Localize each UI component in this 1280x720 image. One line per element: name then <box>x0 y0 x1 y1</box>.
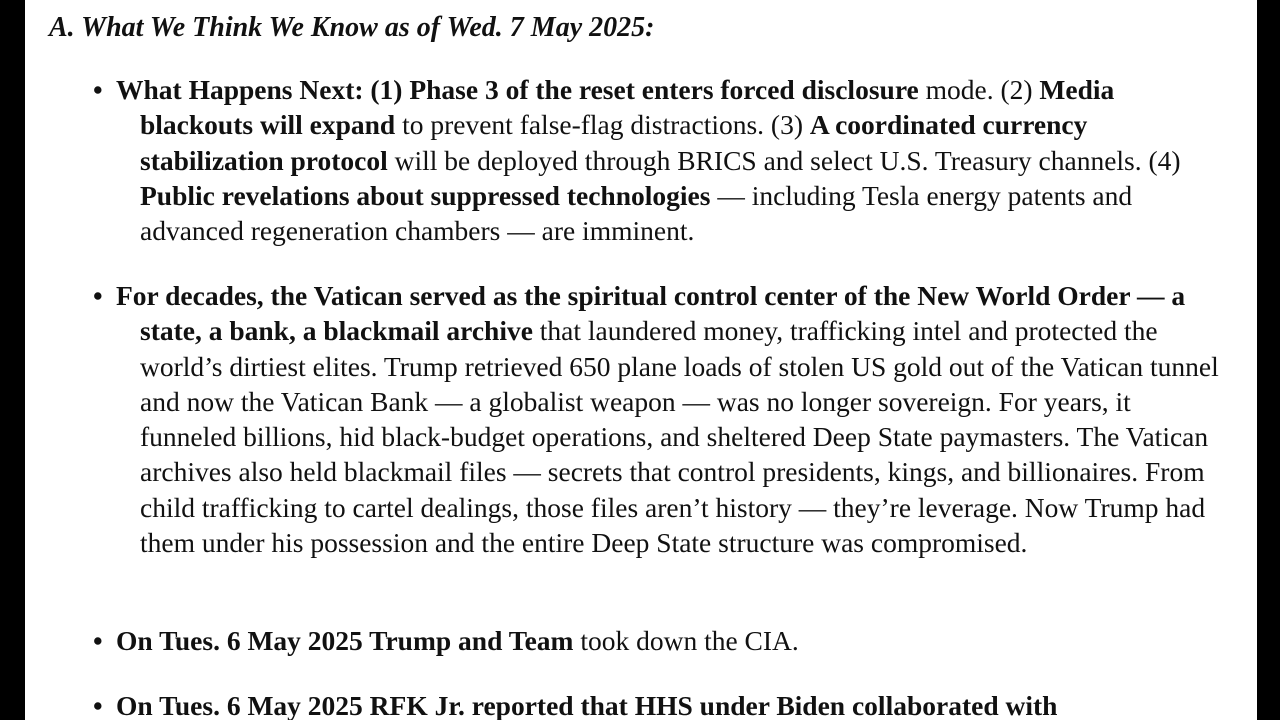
text-segment: For decades, the Vatican served as the spiritual control center of the New World Order — a state, a bank, a blackmail archive <box>116 280 1186 347</box>
text-segment: mode. (2) <box>918 74 1040 105</box>
text-segment: will be deployed through BRICS and select U.S. Treasury channels. (4) <box>387 144 1181 176</box>
bullet-dot: • <box>93 690 103 720</box>
text-segment: to prevent false-flag distractions. (3) <box>395 109 810 141</box>
document-page <box>25 0 1257 720</box>
bullet-text <box>93 72 1228 248</box>
bullet-text <box>93 278 1228 560</box>
bullet-text <box>93 623 1228 658</box>
bullet-item-what-happens-next <box>93 72 1228 248</box>
text-segment: On Tues. 6 May 2025 RFK Jr. reported that HHS under Biden collaborated with <box>116 690 1058 720</box>
section-heading: A. What We Think We Know as of Wed. 7 May 2025: <box>49 12 655 43</box>
text-segment: that laundered money, trafficking intel and protected the world’s dirtiest elites. Trump retrieved 650 plane loads of stolen US gold out of the Vatican tunnel and now the Vatican Bank — a globalist weapon — was no longer sovereign. For years, it funneled billions, hid black-budget operations, and sheltered Deep State paymasters. The Vatican archives also held blackmail files — secrets that control presidents, kings, and billionaires. From child trafficking to cartel dealings, those files aren’t history — they’re leverage. Now Trump had them under his possession and the entire Deep State structure was compromised. <box>140 315 1219 559</box>
bullet-dot: • <box>93 280 103 311</box>
bullet-dot: • <box>93 625 103 656</box>
text-segment: Public revelations about suppressed technologies <box>140 179 711 211</box>
text-segment: — including Tesla energy patents and advanced regeneration chambers — are imminent. <box>140 179 1133 247</box>
text-segment: What Happens Next: (1) Phase 3 of the reset enters forced disclosure <box>116 74 919 105</box>
text-segment: On Tues. 6 May 2025 Trump and Team <box>116 625 574 656</box>
text-segment: Media blackouts will expand <box>140 74 1115 141</box>
bullet-text <box>93 688 1228 720</box>
bullet-item-cia <box>93 623 1228 658</box>
bullet-item-hhs <box>93 688 1228 720</box>
text-segment: took down the CIA. <box>573 625 799 656</box>
bullet-item-vatican <box>93 278 1228 560</box>
bullet-dot: • <box>93 74 103 105</box>
text-segment: A coordinated currency stabilization protocol <box>140 109 1088 176</box>
